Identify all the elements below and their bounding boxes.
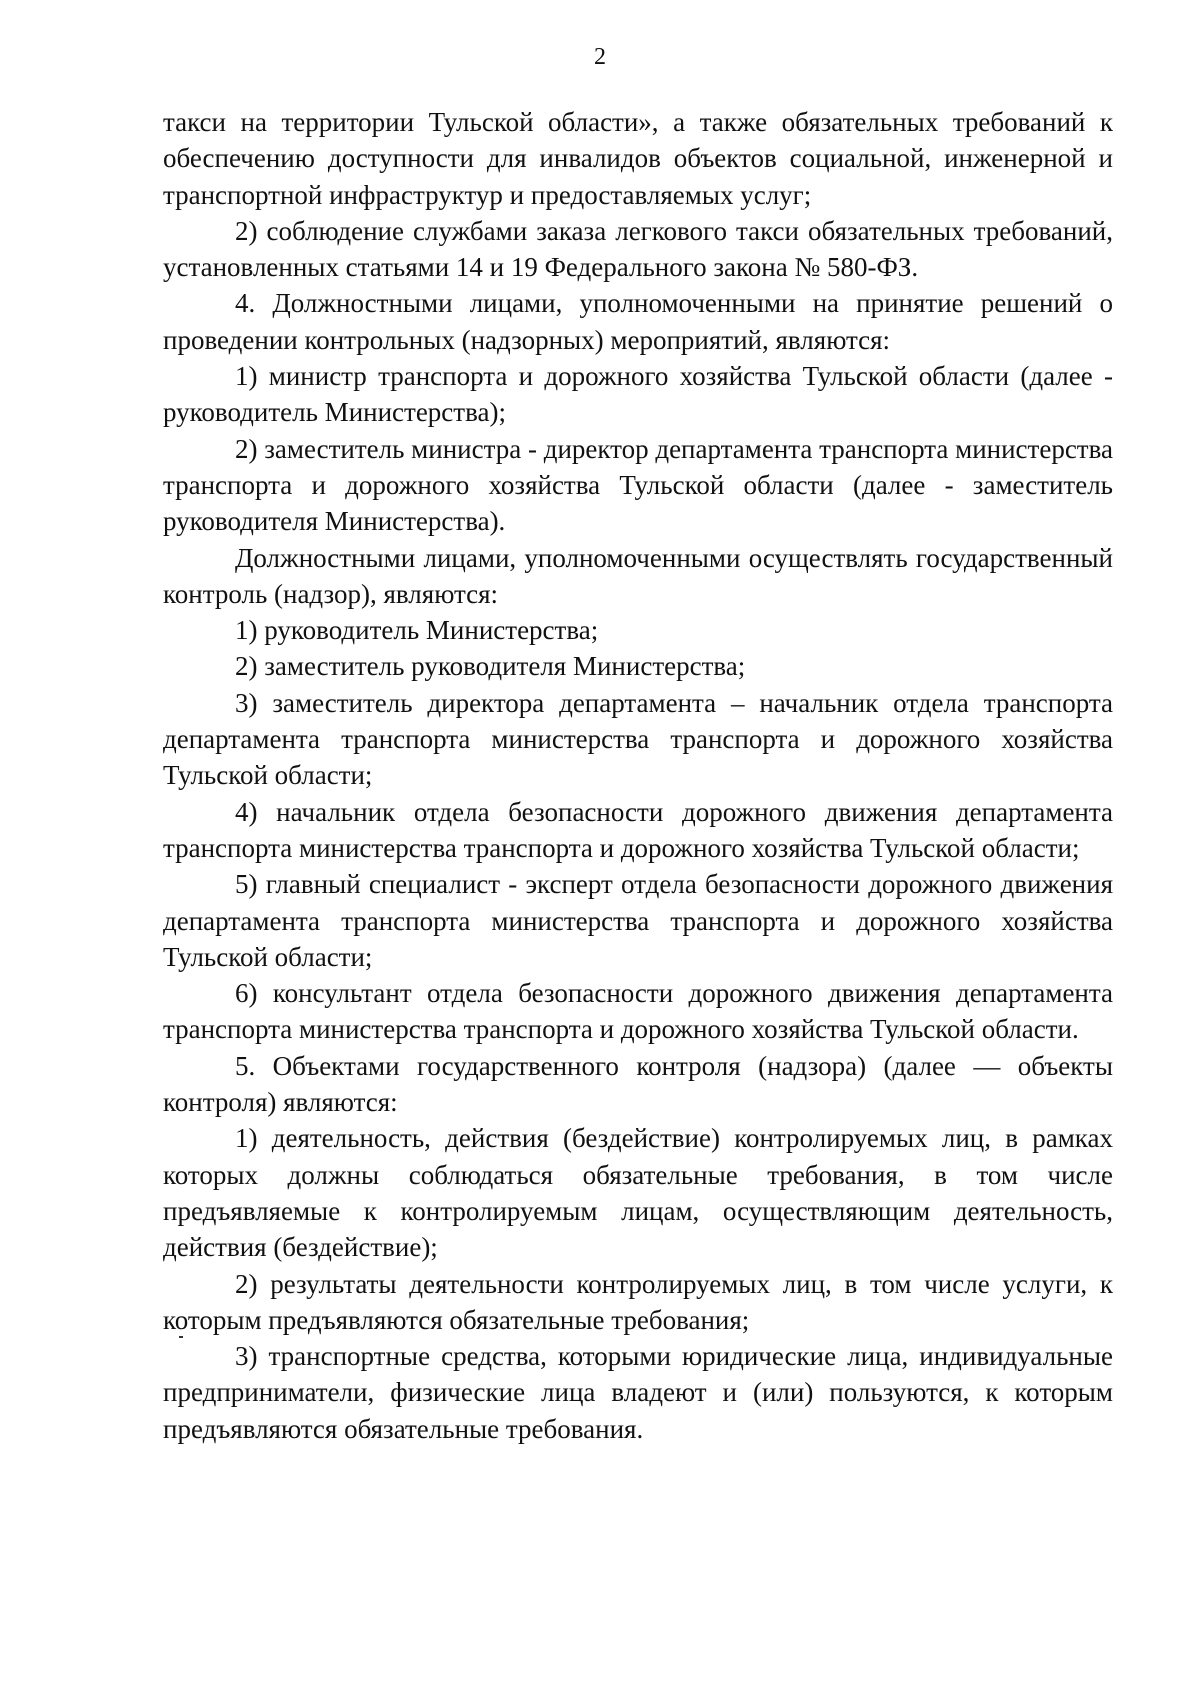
paragraph-official-3: 3) заместитель директора департамента – начальник отдела транспорта департамента транспорта министерства транспорта и дорожного хозяйства Тульской области; — [163, 687, 1113, 791]
paragraph-continuation: такси на территории Тульской области», а также обязательных требований к обеспечению доступности для инвалидов объектов социальной, инженерной и транспортной инфраструктур и предоставляемых услуг; — [163, 107, 1113, 210]
paragraph-item-4-2: 2) заместитель министра - директор департамента транспорта министерства транспорта и дорожного хозяйства Тульской области (далее - заместитель руководителя Министерства). — [163, 433, 1113, 537]
paragraph-officials-intro: Должностными лицами, уполномоченными осуществлять государственный контроль (надзор), являются: — [163, 542, 1113, 609]
paragraph-item-4-1: 1) министр транспорта и дорожного хозяйства Тульской области (далее - руководитель Министерства); — [163, 361, 1113, 428]
paragraph-object-3: 3) транспортные средства, которыми юридические лица, индивидуальные предприниматели, физические лица владеют и (или) пользуются, к которым предъявляются обязательные требования. — [163, 1341, 1113, 1444]
page-number: 2 — [594, 44, 606, 70]
paragraph-official-2: 2) заместитель руководителя Министерства; — [235, 651, 746, 682]
paragraph-official-6: 6) консультант отдела безопасности дорожного движения департамента транспорта министерства транспорта и дорожного хозяйства Тульской области. — [163, 978, 1113, 1045]
scan-speck — [179, 1336, 183, 1338]
paragraph-official-4: 4) начальник отдела безопасности дорожного движения департамента транспорта министерства транспорта и дорожного хозяйства Тульской области; — [163, 796, 1113, 863]
paragraph-item-3-2: 2) соблюдение службами заказа легкового такси обязательных требований, установленных статьями 14 и 19 Федерального закона № 580-ФЗ. — [163, 215, 1113, 283]
paragraph-official-1: 1) руководитель Министерства; — [235, 615, 599, 646]
paragraph-object-2: 2) результаты деятельности контролируемых лиц, в том числе услуги, к которым предъявляются обязательные требования; — [163, 1268, 1113, 1335]
paragraph-official-5: 5) главный специалист - эксперт отдела безопасности дорожного движения департамента транспорта министерства транспорта и дорожного хозяйства Тульской области; — [163, 869, 1113, 972]
document-body — [163, 104, 1113, 1447]
paragraph-section-5: 5. Объектами государственного контроля (надзора) (далее — объекты контроля) являются: — [163, 1050, 1113, 1118]
paragraph-section-4: 4. Должностными лицами, уполномоченными на принятие решений о проведении контрольных (надзорных) мероприятий, являются: — [163, 288, 1113, 355]
paragraph-object-1: 1) деятельность, действия (бездействие) контролируемых лиц, в рамках которых должны соблюдаться обязательные требования, в том числе предъявляемые к контролируемым лицам, осуществляющим деятельность, действия (бездействие); — [163, 1123, 1113, 1263]
